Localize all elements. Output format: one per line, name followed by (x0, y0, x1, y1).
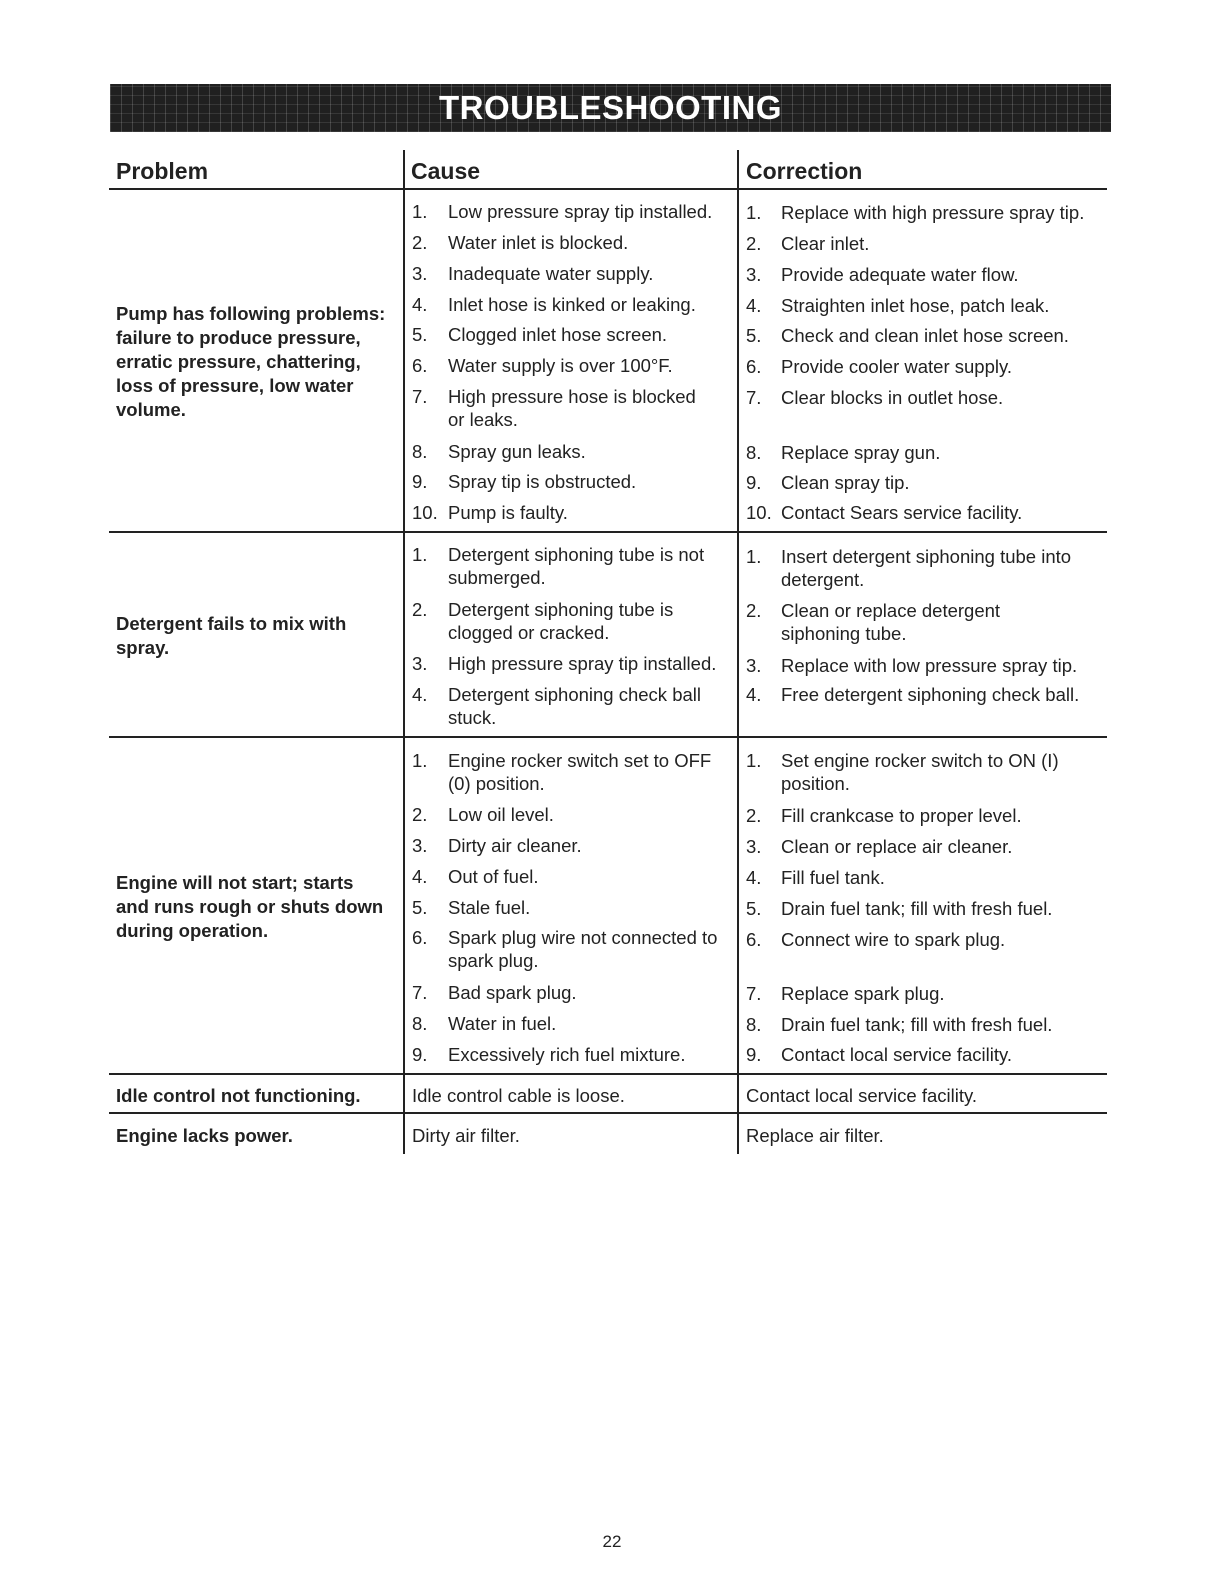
correction-item: 4. Fill fuel tank. (746, 867, 885, 888)
cause-item: 2. Water inlet is blocked. (412, 232, 629, 253)
problem-idle-control: Idle control not functioning. (116, 1085, 361, 1106)
cause-item: 10. Pump is faulty. (412, 502, 568, 523)
section-divider (109, 736, 1107, 738)
cause-item: 5. Clogged inlet hose screen. (412, 324, 668, 345)
section-divider (109, 1073, 1107, 1075)
cause-item: 4. Inlet hose is kinked or leaking. (412, 294, 696, 315)
cause-item: 2. Low oil level. (412, 804, 554, 825)
cause-item: 7. High pressure hose is blocked or leaks. (412, 386, 696, 430)
cause-item: 3. Dirty air cleaner. (412, 835, 582, 856)
correction-item: 4. Straighten inlet hose, patch leak. (746, 295, 1050, 316)
cause-item: 9. Excessively rich fuel mixture. (412, 1044, 686, 1065)
cause-item: 9. Spray tip is obstructed. (412, 471, 637, 492)
correction-item: 4. Free detergent siphoning check ball. (746, 684, 1080, 705)
header-cause: Cause (411, 158, 481, 184)
correction-item: 1. Replace with high pressure spray tip. (746, 202, 1085, 223)
correction-item: 5. Drain fuel tank; fill with fresh fuel. (746, 898, 1053, 919)
problem-detergent: Detergent fails to mix with spray. (116, 613, 347, 658)
cause-item: 4. Detergent siphoning check ball stuck. (412, 684, 701, 728)
column-divider-correction (737, 150, 739, 1154)
section-divider (109, 531, 1107, 533)
problem-engine: Engine will not start; starts and runs rough or shuts down during operation. (116, 872, 384, 941)
cause-item: 5. Stale fuel. (412, 897, 531, 918)
cause-item: 3. High pressure spray tip installed. (412, 653, 717, 674)
column-divider-cause (403, 150, 405, 1154)
correction-item: 2. Clean or replace detergent siphoning tube. (746, 600, 1001, 644)
header-correction: Correction (746, 158, 863, 184)
correction-item: 10. Contact Sears service facility. (746, 502, 1023, 523)
title-banner (110, 84, 1111, 132)
cause-engine-power: Dirty air filter. (412, 1125, 520, 1146)
cause-item: 1. Low pressure spray tip installed. (412, 201, 713, 222)
correction-item: 9. Contact local service facility. (746, 1044, 1012, 1065)
cause-item: 3. Inadequate water supply. (412, 263, 654, 284)
correction-item: 1. Insert detergent siphoning tube into detergent. (746, 546, 1072, 590)
correction-item: 2. Fill crankcase to proper level. (746, 805, 1022, 826)
cause-item: 8. Water in fuel. (412, 1013, 557, 1034)
correction-item: 8. Replace spray gun. (746, 442, 941, 463)
correction-item: 6. Connect wire to spark plug. (746, 929, 1006, 950)
cause-item: 8. Spray gun leaks. (412, 441, 586, 462)
correction-idle-control: Contact local service facility. (746, 1085, 977, 1106)
cause-item: 1. Engine rocker switch set to OFF (0) position. (412, 750, 712, 794)
cause-item: 1. Detergent siphoning tube is not submerged. (412, 544, 705, 588)
correction-engine-power: Replace air filter. (746, 1125, 884, 1146)
problem-pump: Pump has following problems: failure to produce pressure, erratic pressure, chattering, loss of pressure, low water volume. (116, 303, 386, 420)
header-problem: Problem (116, 158, 209, 184)
correction-item: 3. Clean or replace air cleaner. (746, 836, 1013, 857)
correction-item: 8. Drain fuel tank; fill with fresh fuel. (746, 1014, 1053, 1035)
cause-idle-control: Idle control cable is loose. (412, 1085, 625, 1106)
cause-item: 2. Detergent siphoning tube is clogged or cracked. (412, 599, 674, 643)
correction-item: 3. Provide adequate water flow. (746, 264, 1019, 285)
correction-item: 6. Provide cooler water supply. (746, 356, 1013, 377)
correction-item: 7. Replace spark plug. (746, 983, 945, 1004)
section-divider (109, 1112, 1107, 1114)
correction-item: 2. Clear inlet. (746, 233, 870, 254)
page-number: 22 (602, 1532, 622, 1551)
correction-item: 3. Replace with low pressure spray tip. (746, 655, 1078, 676)
cause-item: 6. Water supply is over 100°F. (412, 355, 673, 376)
correction-item: 5. Check and clean inlet hose screen. (746, 325, 1069, 346)
header-rule (109, 188, 1107, 190)
cause-item: 6. Spark plug wire not connected to spark plug. (412, 927, 718, 971)
problem-engine-power: Engine lacks power. (116, 1125, 293, 1146)
correction-item: 1. Set engine rocker switch to ON (I) position. (746, 750, 1059, 794)
correction-item: 7. Clear blocks in outlet hose. (746, 387, 1004, 408)
cause-item: 4. Out of fuel. (412, 866, 539, 887)
page-title: TROUBLESHOOTING (439, 89, 782, 126)
correction-item: 9. Clean spray tip. (746, 472, 910, 493)
cause-item: 7. Bad spark plug. (412, 982, 577, 1003)
